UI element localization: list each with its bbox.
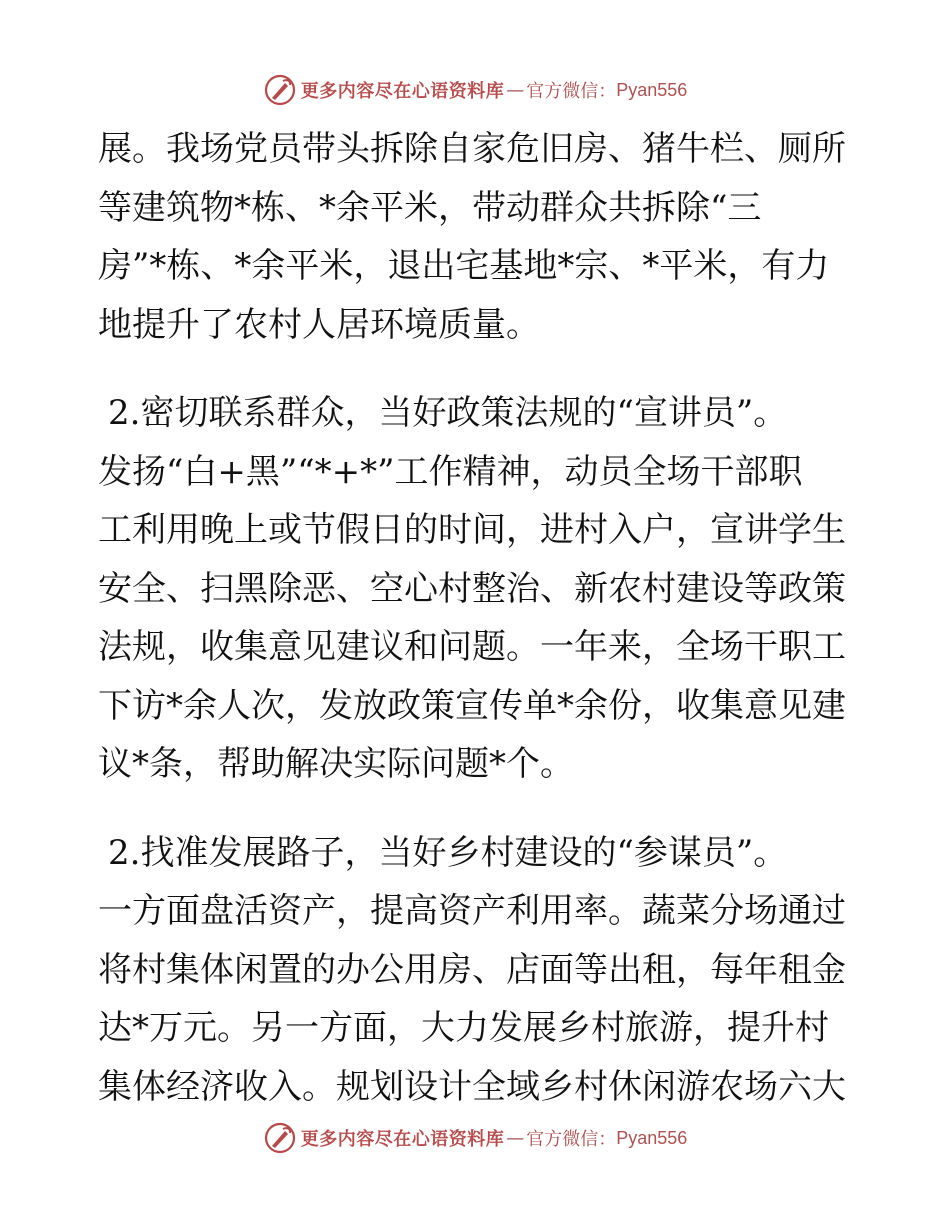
banner-separator: — xyxy=(506,79,525,101)
paragraph-line: 工利用晚上或节假日的时间，进村入户，宣讲学生 xyxy=(98,510,846,550)
paragraph-line: 展。我场党员带头拆除自家危旧房、猪牛栏、厕所 xyxy=(98,129,846,169)
paragraph-line: 法规，收集意见建议和问题。一年来，全场干职工 xyxy=(98,627,846,667)
paragraph-line: 房”*栋、*余平米，退出宅基地*宗、*平米，有力 xyxy=(98,246,830,286)
banner-wechat-label: 官方微信： xyxy=(526,1129,617,1150)
quill-pen-circle-icon xyxy=(263,73,297,107)
document-body xyxy=(98,120,854,1116)
paragraph-line: 等建筑物*栋、*余平米，带动群众共拆除“三 xyxy=(98,187,762,228)
banner-site-text: 更多内容尽在心语资料库 xyxy=(300,1129,505,1150)
banner-wechat-id: Pyan556 xyxy=(616,1127,688,1148)
header-watermark xyxy=(0,70,950,110)
section-heading-2: 2.密切联系群众，当好政策法规的“宣讲员”。 xyxy=(108,393,788,433)
banner-wechat-label: 官方微信： xyxy=(526,81,617,102)
paragraph-line: 地提升了农村人居环境质量。 xyxy=(98,304,540,345)
banner-wechat-id: Pyan556 xyxy=(616,79,688,100)
paragraph-line: 将村集体闲置的办公用房、店面等出租，每年租金 xyxy=(98,949,846,990)
section-heading-3: 2.找准发展路子，当好乡村建设的“参谋员”。 xyxy=(108,832,788,873)
quill-pen-circle-icon xyxy=(263,1121,297,1155)
banner-site-text: 更多内容尽在心语资料库 xyxy=(300,81,505,102)
paragraph-line: 发扬“白+黑”“*+*”工作精神，动员全场干部职 xyxy=(98,451,803,492)
paragraph-line: 达*万元。另一方面，大力发展乡村旅游，提升村 xyxy=(98,1008,829,1048)
banner-separator: — xyxy=(506,1127,525,1149)
footer-watermark xyxy=(0,1118,950,1158)
paragraph-line: 一方面盘活资产，提高资产利用率。蔬菜分场通过 xyxy=(98,891,846,931)
paragraph-line: 集体经济收入。规划设计全域乡村休闲游农场六大 xyxy=(98,1066,846,1107)
paragraph-line: 安全、扫黑除恶、空心村整治、新农村建设等政策 xyxy=(98,568,846,609)
paragraph-line: 下访*余人次，发放政策宣传单*余份，收集意见建 xyxy=(98,685,846,726)
paragraph-line: 议*条，帮助解决实际问题*个。 xyxy=(98,744,574,784)
